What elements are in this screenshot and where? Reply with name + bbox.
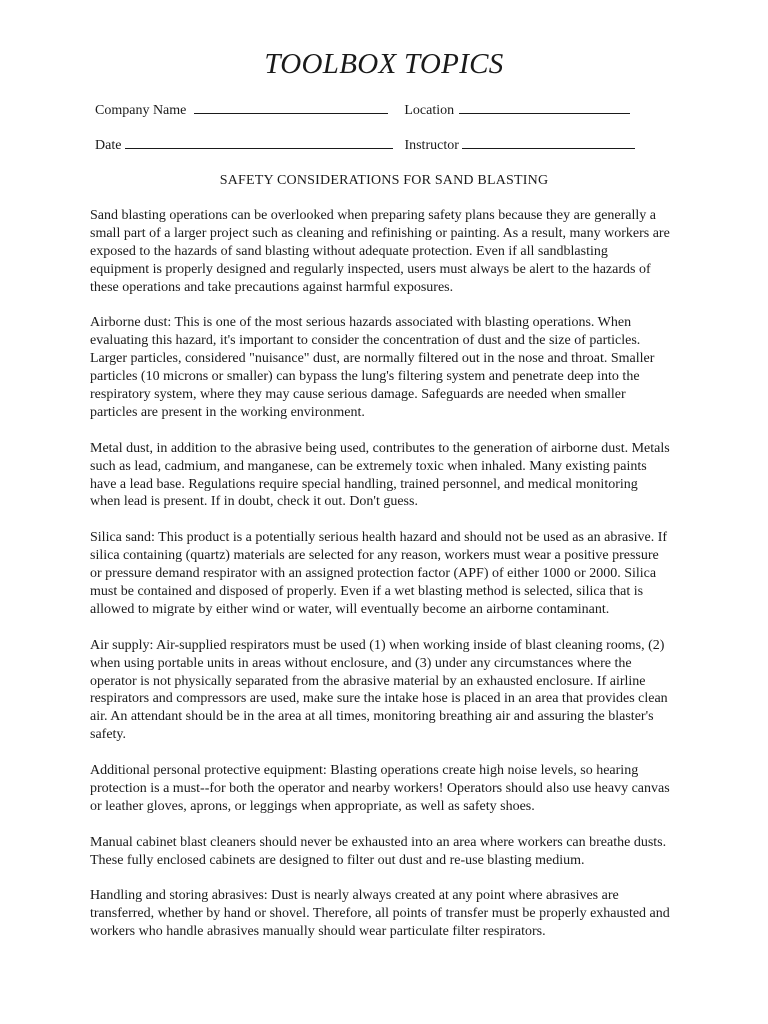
- form-row-company-location: [95, 101, 630, 119]
- paragraph-air-supply: Air supply: Air-supplied respirators must be used (1) when working inside of blast cleaning rooms, (2) when using portable units in areas without enclosure, and (3) under any circumstances where the operator is not physically separated from the abrasive material by an exhausted enclosure. If airline respirators and compressors are used, make sure the intake hose is placed in an area that provides clean air. An attendant should be in the area at all times, monitoring breathing air and assuring the blaster's safety.: [90, 637, 668, 743]
- form-row-date-instructor: [95, 136, 635, 154]
- paragraph-airborne-dust: Airborne dust: This is one of the most serious hazards associated with blasting operations. When evaluating this hazard, it's important to consider the concentration of dust and the size of particles. Larger particles, considered "nuisance" dust, are normally filtered out in the nose and throat. Smaller particles (10 microns or smaller) can bypass the lung's filtering system and penetrate deep into the respiratory system, where they may cause serious damage. Safeguards are needed when smaller particles are present in the working environment.: [90, 315, 655, 420]
- document-title: TOOLBOX TOPICS: [264, 48, 504, 80]
- company-name-blank[interactable]: [194, 101, 388, 114]
- paragraph-cabinet-cleaners: Manual cabinet blast cleaners should never be exhausted into an area where workers can breathe dusts. These fully enclosed cabinets are designed to filter out dust and re-use blasting medium.: [90, 834, 667, 868]
- location-label: Location: [404, 103, 455, 118]
- section-heading: SAFETY CONSIDERATIONS FOR SAND BLASTING: [219, 173, 549, 188]
- location-field[interactable]: [404, 101, 629, 119]
- date-blank[interactable]: [125, 136, 393, 149]
- date-field[interactable]: [95, 136, 393, 154]
- instructor-blank[interactable]: [462, 136, 635, 149]
- company-name-field[interactable]: [95, 101, 388, 119]
- instructor-field[interactable]: [404, 136, 635, 154]
- company-name-label: Company Name: [95, 103, 187, 118]
- paragraph-intro: Sand blasting operations can be overlooked when preparing safety plans because they are generally a small part of a larger project such as cleaning and refinishing or painting. As a result, many workers are exposed to the hazards of sand blasting without adequate protection. Even if all sandblasting equipment is properly designed and regularly inspected, users must always be alert to the hazards of these operations and take precautions against harmful exposures.: [90, 208, 670, 295]
- location-blank[interactable]: [459, 101, 630, 114]
- date-label: Date: [95, 138, 122, 153]
- paragraph-protective-equipment: Additional personal protective equipment: Blasting operations create high noise levels, so hearing protection is a must--for both the operator and nearby workers! Operators should also use heavy canvas or leather gloves, aprons, or leggings when appropriate, as well as safety shoes.: [90, 763, 670, 814]
- instructor-label: Instructor: [404, 138, 459, 153]
- paragraph-silica-sand: Silica sand: This product is a potentially serious health hazard and should not be used as an abrasive. If silica containing (quartz) materials are selected for any reason, workers must wear a positive pressure or pressure demand respirator with an assigned protection factor (APF) of either 1000 or 2000. Silica must be contained and disposed of properly. Even if a wet blasting method is selected, silica that is allowed to migrate by either wind or water, will eventually become an airborne contaminant.: [90, 530, 668, 617]
- body-text: [90, 207, 670, 959]
- paragraph-metal-dust: Metal dust, in addition to the abrasive being used, contributes to the generation of airborne dust. Metals such as lead, cadmium, and manganese, can be extremely toxic when inhaled. Many existing paints have a lead base. Regulations require special handling, trained personnel, and medical monitoring when lead is present. If in doubt, check it out. Don't guess.: [90, 440, 670, 510]
- paragraph-handling-abrasives: Handling and storing abrasives: Dust is nearly always created at any point where abrasives are transferred, whether by hand or shovel. Therefore, all points of transfer must be properly exhausted and workers who handle abrasives manually should wear particulate filter respirators.: [90, 888, 670, 940]
